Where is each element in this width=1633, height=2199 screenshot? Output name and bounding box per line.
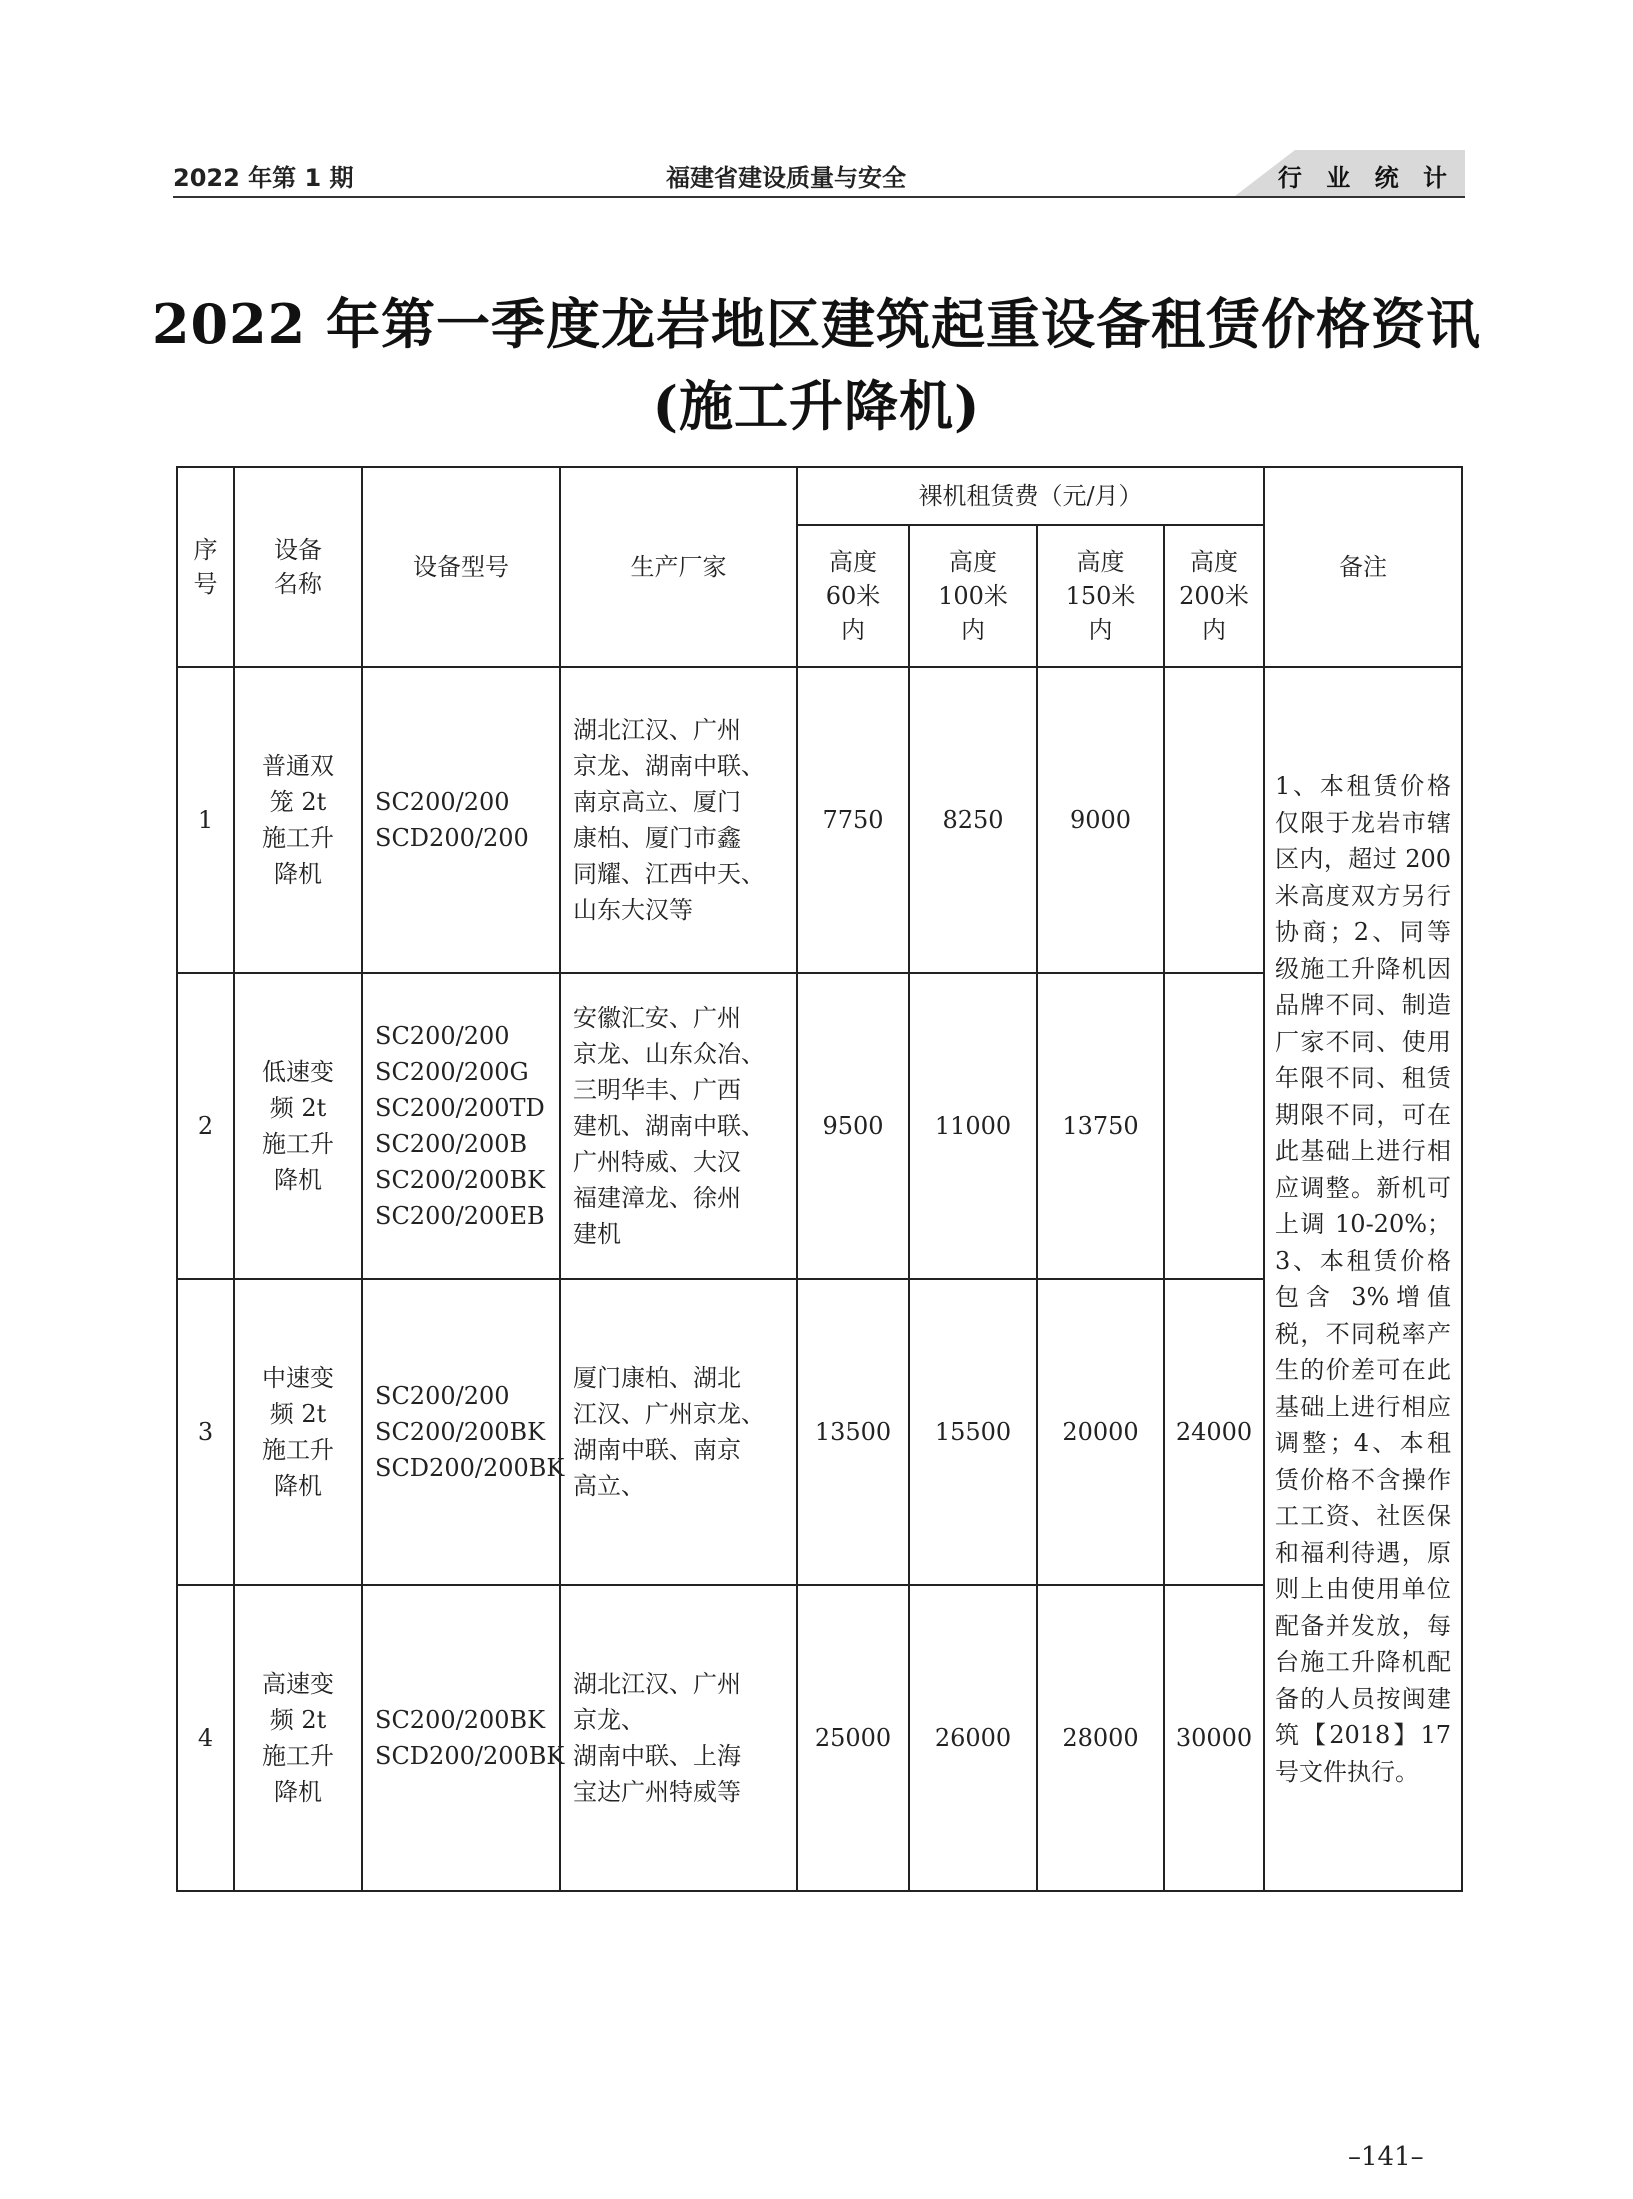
cell-h60: 25000 [797, 1585, 909, 1891]
cell-models: SC200/200 SC200/200G SC200/200TD SC200/200B SC200/200BK SC200/200EB [362, 973, 560, 1279]
page-subtitle: (施工升降机) [652, 374, 981, 438]
cell-manufacturer: 安徽汇安、广州 京龙、山东众冶、 三明华丰、广西 建机、湖南中联、 广州特威、大汉 福建漳龙、徐州 建机 [560, 973, 797, 1279]
header-h150: 高度 150米 内 [1037, 525, 1164, 667]
cell-models: SC200/200 SC200/200BK SCD200/200BK [362, 1279, 560, 1585]
cell-h150: 9000 [1037, 667, 1164, 973]
cell-models: SC200/200BK SCD200/200BK [362, 1585, 560, 1891]
cell-manufacturer: 湖北江汉、广州 京龙、湖南中联、 南京高立、厦门 康柏、厦门市鑫 同耀、江西中天、 山东大汉等 [560, 667, 797, 973]
cell-h200 [1164, 973, 1264, 1279]
journal-name: 福建省建设质量与安全 [666, 164, 906, 192]
cell-name: 中速变 频 2t 施工升 降机 [234, 1279, 362, 1585]
cell-name: 低速变 频 2t 施工升 降机 [234, 973, 362, 1279]
cell-h60: 13500 [797, 1279, 909, 1585]
cell-h150: 28000 [1037, 1585, 1164, 1891]
cell-no: 3 [177, 1279, 234, 1585]
rental-price-table [176, 466, 1463, 1892]
cell-h150: 13750 [1037, 973, 1164, 1279]
cell-h100: 26000 [909, 1585, 1037, 1891]
cell-h100: 15500 [909, 1279, 1037, 1585]
header-rent-group: 裸机租赁费（元/月） [797, 467, 1264, 525]
table-row [177, 667, 1462, 973]
header-manufacturer: 生产厂家 [560, 467, 797, 667]
page-title: 2022 年第一季度龙岩地区建筑起重设备租赁价格资讯 [151, 292, 1482, 356]
issue-label: 2022 年第 1 期 [173, 164, 354, 192]
header-h60: 高度 60米 内 [797, 525, 909, 667]
header-h100: 高度 100米 内 [909, 525, 1037, 667]
running-header [173, 150, 1465, 196]
cell-models: SC200/200 SCD200/200 [362, 667, 560, 973]
cell-manufacturer: 湖北江汉、广州 京龙、 湖南中联、上海 宝达广州特威等 [560, 1585, 797, 1891]
header-h200: 高度 200米 内 [1164, 525, 1264, 667]
header-no: 序 号 [177, 467, 234, 667]
cell-h200: 24000 [1164, 1279, 1264, 1585]
header-notes: 备注 [1264, 467, 1462, 667]
header-rule [173, 196, 1465, 198]
cell-no: 4 [177, 1585, 234, 1891]
cell-h200 [1164, 667, 1264, 973]
cell-h100: 8250 [909, 667, 1037, 973]
header-name: 设备 名称 [234, 467, 362, 667]
cell-notes: 1、本租赁价格仅限于龙岩市辖区内，超过 200 米高度双方另行协商；2、同等级施工升降机因品牌不同、制造厂家不同、使用年限不同、租赁期限不同，可在此基础上进行相应调整。新机可上调 10-20%；3、本租赁价格包含 3%增值税，不同税率产生的价差可在此基础上进行相应调整；4、本租赁价格不含操作工工资、社医保和福利待遇，原则上由使用单位配备并发放，每台施工升降机配备的人员按闽建筑【2018】17 号文件执行。 [1264, 667, 1462, 1891]
cell-name: 普通双 笼 2t 施工升 降机 [234, 667, 362, 973]
cell-name: 高速变 频 2t 施工升 降机 [234, 1585, 362, 1891]
cell-h200: 30000 [1164, 1585, 1264, 1891]
cell-h60: 7750 [797, 667, 909, 973]
cell-manufacturer: 厦门康柏、湖北 江汉、广州京龙、 湖南中联、南京 高立、 [560, 1279, 797, 1585]
cell-no: 2 [177, 973, 234, 1279]
cell-h100: 11000 [909, 973, 1037, 1279]
cell-no: 1 [177, 667, 234, 973]
cell-h150: 20000 [1037, 1279, 1164, 1585]
section-label: 行 业 统 计 [1277, 164, 1455, 192]
cell-h60: 9500 [797, 973, 909, 1279]
page-number: –141– [1348, 2142, 1424, 2172]
header-model: 设备型号 [362, 467, 560, 667]
